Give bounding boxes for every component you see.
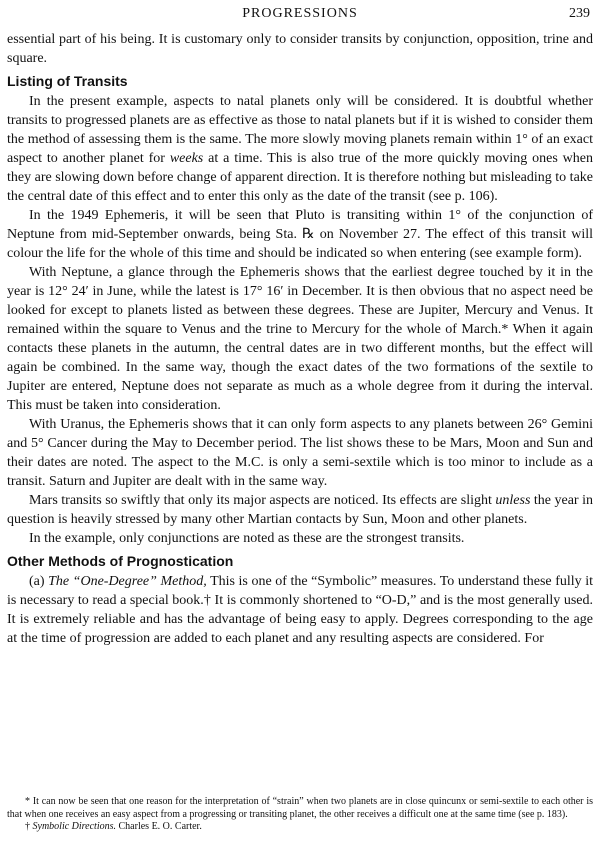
footnote bbox=[7, 821, 593, 834]
text-span: This is one of the “Symbolic” measures. To understand these fully it is necessary to read a special book.† It is commonly shortened to “O-D,” and is the most generally used. It is extremely reliable and has the advantage of being easy to apply. Degrees corresponding to the age at the time of progression are added to each planet and any resulting aspects are considered. For bbox=[7, 574, 593, 646]
footnotes bbox=[7, 796, 593, 834]
section-heading: Listing of Transits bbox=[7, 73, 128, 89]
text-span: at a time. This is also true of the more quickly moving ones when they are slowing down before change of apparent direction. It is therefore nothing but misleading to take the central date of this effect and to enter this only as the date of the transit (see p. 106). bbox=[7, 151, 593, 204]
body-text bbox=[7, 30, 593, 648]
emphasis: Symbolic Directions. bbox=[32, 821, 117, 832]
paragraph: In the example, only conjunctions are noted as these are the strongest transits. bbox=[29, 531, 465, 546]
text-span: In the present example, aspects to natal planets only will be considered. It is doubtful whether transits to progressed planets are as effective as those to natal planets but if it is wished to consider them the method of assessing them is the same. The more slowly moving planets remain within 1° of an exact aspect to another planet for bbox=[7, 94, 593, 166]
emphasis: unless bbox=[495, 493, 531, 508]
text-span: Charles E. O. Carter. bbox=[116, 821, 202, 832]
text-span: Mars transits so swiftly that only its major aspects are noticed. Its effects are slight bbox=[29, 493, 496, 508]
page-number: 239 bbox=[569, 6, 590, 21]
section-heading: Other Methods of Prognostication bbox=[7, 553, 234, 569]
footnote: * It can now be seen that one reason for the interpretation of “strain” when two planets are in close quincunx or semi-sextile to each other is that when one receives an easy aspect from a progressing or transiting planet, the other receives a difficult one at the same time (see p. 183). bbox=[7, 796, 593, 820]
running-title: PROGRESSIONS bbox=[242, 6, 358, 21]
paragraph bbox=[7, 92, 593, 206]
paragraph bbox=[7, 572, 593, 648]
paragraph: essential part of his being. It is customary only to consider transits by conjunction, opposition, trine and square. bbox=[7, 32, 593, 66]
paragraph: In the 1949 Ephemeris, it will be seen that Pluto is transiting within 1° of the conjunction of Neptune from mid-September onwards, being Sta. ℞ on November 27. The effect of this transit will colour the life for the whole of this time and should be indicated so when entering (see example form). bbox=[7, 208, 593, 261]
emphasis: The “One-Degree” Method, bbox=[48, 574, 207, 589]
page-header bbox=[0, 6, 600, 24]
text-span: the year in question is heavily stressed by many other Martian contacts by Sun, Moon and other planets. bbox=[7, 493, 593, 527]
paragraph: With Neptune, a glance through the Ephemeris shows that the earliest degree touched by it in the year is 12° 24′ in June, while the latest is 17° 16′ in December. It is then obvious that no aspect need be looked for except to planets listed as between these degrees. These are Jupiter, Mercury and Venus. It remained within the square to Venus and the trine to Mercury for the whole of March.* When it again contacts these planets in the autumn, the central dates are in two different months, but the effect will again be combined. In the same way, though the exact dates of the two formations of the sextile to Jupiter are entered, Neptune does not separate as much as a whole degree from it during the interval. This must be taken into consideration. bbox=[7, 265, 593, 413]
text-span: † bbox=[25, 821, 33, 832]
emphasis: weeks bbox=[169, 151, 204, 166]
text-span: (a) bbox=[29, 574, 49, 589]
paragraph: With Uranus, the Ephemeris shows that it can only form aspects to any planets between 26° Gemini and 5° Cancer during the May to December period. The list shows these to be Mars, Moon and Sun and their dates are noted. The aspect to the M.C. is only a semi-sextile which is too minor to include as a transit. Saturn and Jupiter are dealt with in the same way. bbox=[7, 417, 593, 489]
paragraph bbox=[7, 491, 593, 529]
